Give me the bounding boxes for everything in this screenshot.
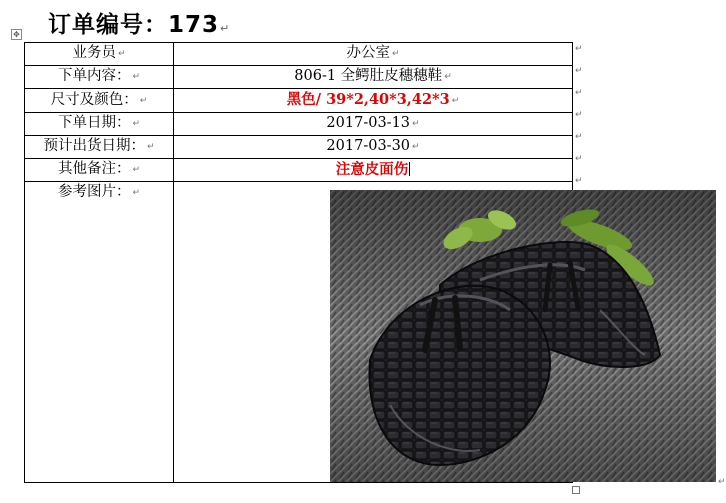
order-table: [24, 42, 726, 487]
table-row: [25, 43, 573, 66]
table-row: [25, 113, 573, 136]
shoe-photo[interactable]: [330, 190, 716, 482]
value-order-date[interactable]: 2017-03-13 ↵: [174, 113, 573, 136]
label-remarks: 其他备注： ↵: [25, 159, 174, 182]
label-ship-date: 预计出货日期： ↵: [25, 136, 174, 159]
table-row: [25, 159, 573, 182]
row-end-mark: ↵: [575, 66, 583, 76]
label-reference-image: 参考图片： ↵: [25, 182, 174, 483]
row-end-mark: ↵: [575, 110, 583, 120]
value-size-color[interactable]: 黑色/ 39*2,40*3,42*3 ↵: [174, 89, 573, 113]
value-ship-date[interactable]: 2017-03-30 ↵: [174, 136, 573, 159]
label-order-date: 下单日期： ↵: [25, 113, 174, 136]
label-order-content: 下单内容： ↵: [25, 66, 174, 89]
table-resize-handle[interactable]: [572, 486, 580, 494]
table-row: [25, 136, 573, 159]
page-title: 订单编号：173↵: [48, 12, 231, 38]
row-end-mark: ↵: [575, 154, 583, 164]
value-order-content[interactable]: 806-1 全鳄肚皮穗穗鞋 ↵: [174, 66, 573, 89]
table-row: [25, 66, 573, 89]
table-row: [25, 89, 573, 113]
value-remarks[interactable]: 注意皮面伤: [174, 159, 573, 182]
shoe-photo-icon: [330, 190, 716, 482]
paragraph-mark: ↵: [718, 477, 726, 487]
value-salesperson[interactable]: 办公室 ↵: [174, 43, 573, 66]
row-end-mark: ↵: [575, 132, 583, 142]
table-row: [25, 182, 573, 483]
row-end-mark: ↵: [575, 88, 583, 98]
row-end-mark: ↵: [575, 176, 583, 186]
label-salesperson: 业务员 ↵: [25, 43, 174, 66]
value-reference-image[interactable]: [174, 182, 726, 487]
row-end-mark: ↵: [575, 44, 583, 54]
text-cursor: [409, 162, 410, 176]
table-move-handle-icon[interactable]: ✥: [11, 29, 22, 40]
label-size-color: 尺寸及颜色： ↵: [25, 89, 174, 113]
